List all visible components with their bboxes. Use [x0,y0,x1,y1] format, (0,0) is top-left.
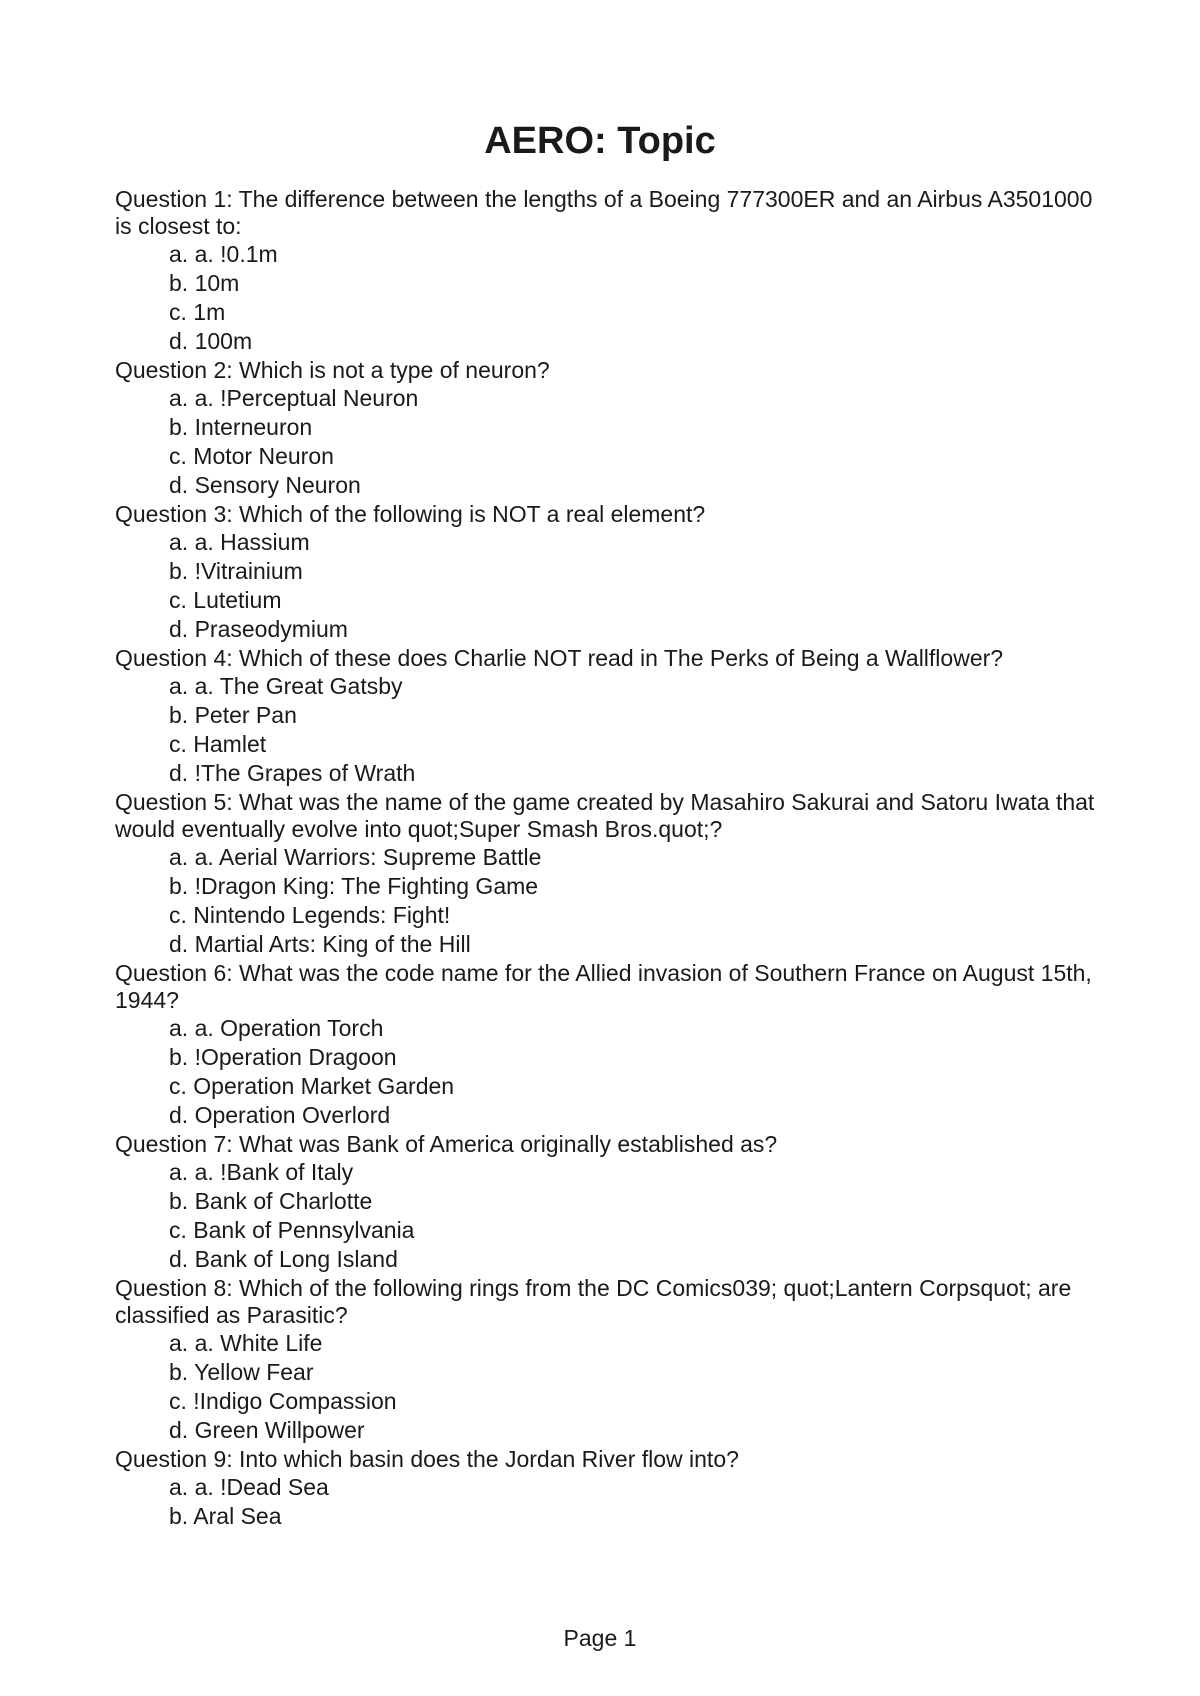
question-list [115,186,1105,1532]
question-text: Question 4: Which of these does Charlie NOT read in The Perks of Being a Wallflower? [115,645,1004,671]
question-text: Question 2: Which is not a type of neuron? [115,357,550,383]
answer-option: a. a. Hassium [169,529,310,555]
answer-option: d. Bank of Long Island [169,1246,398,1272]
answer-option: b. Interneuron [169,414,313,440]
question-text: Question 7: What was Bank of America originally established as? [115,1131,778,1157]
question-6 [115,960,1105,1130]
answer-option: b. !Vitrainium [169,558,303,584]
question-text: Question 3: Which of the following is NOT a real element? [115,501,706,527]
question-text: Question 5: What was the name of the game created by Masahiro Sakurai and Satoru Iwata that would eventually evolve into quot;Super Smash Bros.quot;? [115,789,1095,842]
answer-option: c. Hamlet [169,731,267,757]
answer-option: d. Operation Overlord [169,1102,391,1128]
answer-option: a. a. !Bank of Italy [169,1159,354,1185]
answer-option: c. Motor Neuron [169,443,334,469]
answer-option: b. Peter Pan [169,702,297,728]
answer-list [115,672,1105,788]
question-1 [115,186,1105,356]
answer-list [115,528,1105,644]
page-title: AERO: Topic [484,120,716,162]
answer-option: c. Nintendo Legends: Fight! [169,902,451,928]
answer-option: d. Praseodymium [169,616,348,642]
answer-option: d. 100m [169,328,253,354]
question-7 [115,1131,1105,1274]
answer-list [115,384,1105,500]
page-number: Page 1 [563,1625,637,1651]
answer-option: c. Lutetium [169,587,282,613]
answer-list [115,1014,1105,1130]
question-4 [115,645,1105,788]
question-text: Question 8: Which of the following rings from the DC Comics039; quot;Lantern Corpsquot; are classified as Parasitic? [115,1275,1072,1328]
answer-option: a. a. Operation Torch [169,1015,384,1041]
answer-option: d. !The Grapes of Wrath [169,760,416,786]
answer-option: c. Operation Market Garden [169,1073,455,1099]
answer-option: d. Sensory Neuron [169,472,361,498]
answer-option: a. a. The Great Gatsby [169,673,403,699]
answer-list [115,240,1105,356]
answer-option: d. Green Willpower [169,1417,365,1443]
question-8 [115,1275,1105,1445]
question-9 [115,1446,1105,1531]
answer-option: c. 1m [169,299,226,325]
answer-option: b. !Operation Dragoon [169,1044,397,1070]
answer-option: a. a. !Dead Sea [169,1474,329,1500]
answer-option: a. a. !Perceptual Neuron [169,385,419,411]
question-3 [115,501,1105,644]
answer-option: b. Bank of Charlotte [169,1188,373,1214]
answer-option: a. a. White Life [169,1330,323,1356]
answer-list [115,1329,1105,1445]
answer-option: d. Martial Arts: King of the Hill [169,931,471,957]
answer-option: c. !Indigo Compassion [169,1388,397,1414]
question-2 [115,357,1105,500]
question-text: Question 9: Into which basin does the Jordan River flow into? [115,1446,739,1472]
answer-option: a. a. Aerial Warriors: Supreme Battle [169,844,542,870]
answer-option: b. Yellow Fear [169,1359,314,1385]
answer-option: b. !Dragon King: The Fighting Game [169,873,539,899]
question-5 [115,789,1105,959]
answer-list [115,1473,1105,1531]
answer-list [115,1158,1105,1274]
question-text: Question 6: What was the code name for the Allied invasion of Southern France on August 15th, 1944? [115,960,1092,1013]
question-text: Question 1: The difference between the lengths of a Boeing 777300ER and an Airbus A3501000 is closest to: [115,186,1093,239]
answer-option: b. Aral Sea [169,1503,282,1529]
answer-option: a. a. !0.1m [169,241,278,267]
answer-option: b. 10m [169,270,240,296]
answer-option: c. Bank of Pennsylvania [169,1217,415,1243]
answer-list [115,843,1105,959]
